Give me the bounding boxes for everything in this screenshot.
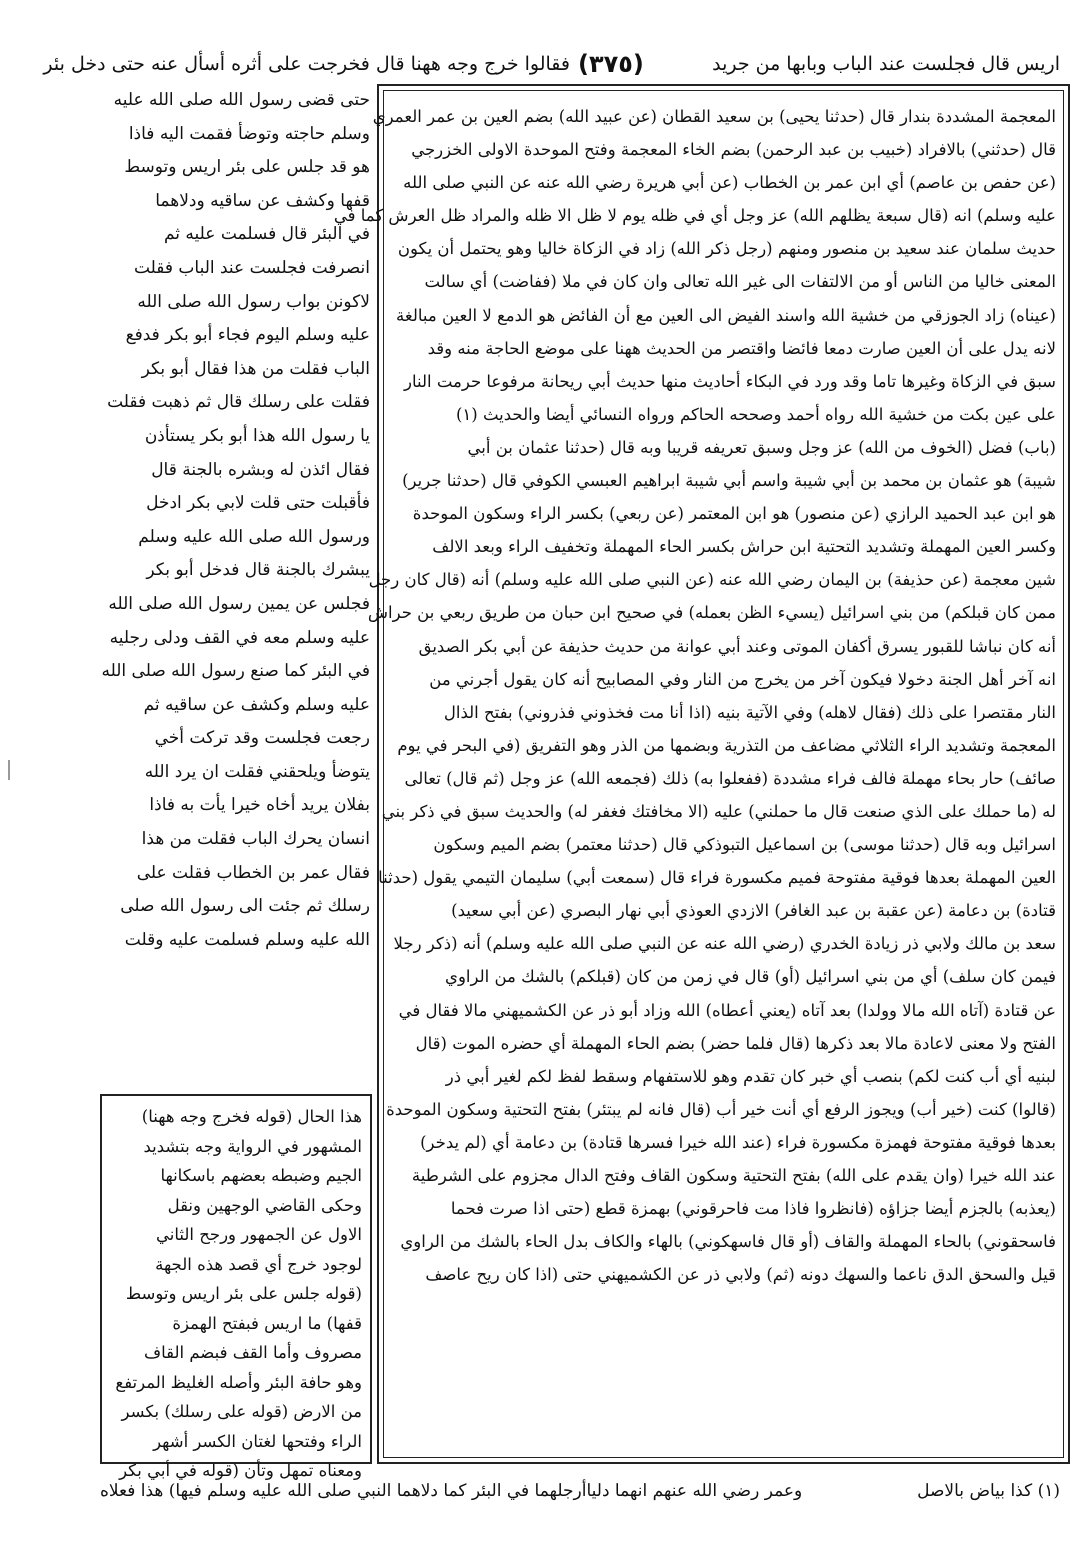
main-text-line: له (ما حملك على الذي صنعت قال ما حملني) عليه (الا مخافتك فغفر له) والحديث سبق في ذكر بني [381,801,1056,821]
main-text-line: هو ابن عبد الحميد الرازي (عن منصور) هو ابن المعتمر (عن ربعي) بكسر الراء وسكون الموحدة [412,504,1056,524]
main-text-line: (يعذبه) بالجزم أيضا جزاؤه (فانظروا فاذا مت فاحرقوني) بهمزة قطع (حتى اذا صرت فحما [450,1199,1056,1219]
side-text-line: في البئر قال فسلمت عليه ثم [163,224,370,245]
side-note-line: هذا الحال (قوله فخرج وجه ههنا) [141,1107,362,1126]
side-text-line: في البئر كما صنع رسول الله صلى الله [101,661,370,682]
side-text-line: فجلس عن يمين رسول الله صلى الله [108,593,370,614]
side-text-line: ورسول الله صلى الله عليه وسلم [138,526,370,547]
main-text-line: (باب) فضل (الخوف من الله) عز وجل وسبق تعريفه قريبا وبه قال (حدثنا عثمان بن أبي [467,437,1056,457]
side-notes-text [110,1102,362,1480]
main-text-line: المعجمة وتشديد الراء الثلاثي مضاعف من التذرية وبضمها من الذر وهو التفريق (في البحر في يوم [397,735,1056,755]
page-header [43,40,1060,88]
side-note-line: وحكى القاضي الوجهين ونقل [167,1195,362,1215]
main-text-line: المعجمة المشددة بندار قال (حدثنا يحيى) بن سعيد القطان (عن عبيد الله) بضم العين بن عمر العمري [372,107,1056,126]
side-note-line: الجيم وضبطه بعضهم باسكانها [160,1166,362,1185]
main-text-line: سبق في الزكاة وغيرها تاما وقد ورد في البكاء أحاديث منها حديث أبي ريحانة مرفوعا حرمت النار [403,371,1056,391]
side-notes-box [100,1094,372,1480]
side-note-line: من الارض (قوله على رسلك) بكسر [121,1402,362,1421]
side-note-line: الراء وفتحها لغتان الكسر أشهر [153,1431,362,1451]
side-text-line: انصرفت فجلست عند الباب فقلت [133,257,370,278]
side-text-line: فقال عمر بن الخطاب فقلت على [136,862,370,883]
side-note-line: مصروف وأما القف فبضم القاف [143,1343,362,1362]
side-text-line: هو قد جلس على بئر اريس وتوسط [124,157,370,178]
side-text-line: لاكونن بواب رسول الله صلى الله [137,291,370,312]
side-text-line: رسلك ثم جئت الى رسول الله صلى [120,896,370,917]
side-text-line: يبشرك بالجنة قال فدخل أبو بكر [146,560,370,581]
main-text-line: عليه وسلم) انه (قال سبعة يظلهم الله) عز وجل أي في ظله يوم لا ظل الا ظله والمراد ظل العرش كما في [333,206,1056,226]
main-text-line: لبنيه أي أب كنت لكم) بنصب أي خبر كان تقدم وهو للاستفهام وسقط لفظ لكم لغير أبي ذر [445,1066,1056,1086]
page-number: (٣٧٥) [578,50,644,78]
page-edge-mark [8,760,10,780]
side-note-line: وهو حافة البئر وأصله الغليظ المرتفع [115,1372,362,1392]
main-commentary-box [333,84,1070,1464]
main-text-line: النار مقتصرا على ذلك (فقال لاهله) وفي الآتية بنيه (اذا أنا مت فخذوني فذروني) بفتح الذال [443,702,1056,722]
side-text-line: وسلم حاجته وتوضأ فقمت اليه فاذا [128,123,370,144]
main-text-line: عند الله خيرا (وان يقدم على الله) بفتح التحتية وسكون القاف وفتح الدال مجزوم على الشرطية [411,1166,1056,1185]
side-text-line: الله عليه وسلم فسلمت عليه وقلت [124,929,370,950]
side-hadith-text [100,84,370,1094]
main-text-line: حديث سلمان عند سعيد بن منصور ومنهم (رجل ذكر الله) زاد في الزكاة خاليا وهو يحتمل أن يكون [397,239,1056,259]
side-text-line: الباب فقلت من هذا فقال أبو بكر [141,358,370,379]
main-text-line: شيبة) هو عثمان بن محمد بن أبي شيبة واسم أبي شيبة ابراهيم العبسي الكوفي قال (حدثنا جرير) [402,471,1056,491]
main-text-line: اسرائيل وبه قال (حدثنا موسى) بن اسماعيل التبوذكي قال (حدثنا معتمر) بضم الميم وسكون [433,835,1056,855]
side-note-line: المشهور في الرواية وجه بتشديد [143,1136,362,1156]
main-text-line: انه آخر أهل الجنة دخولا فيكون آخر من يخرج من النار وفي المصابيح أنه كان يقول أجرني من [429,669,1056,689]
side-text-line: انسان يحرك الباب فقلت من هذا [141,829,370,850]
main-text-line: صائف) حار بحاء مهملة فالف فراء مشددة (ففعلوا به) ذلك (فجمعه الله) عز وجل (ثم قال) تعالى [404,768,1056,788]
side-text-line: فقلت على رسلك قال ثم ذهبت فقلت [107,392,370,413]
side-note-line: قفها) ما اريس فبفتح الهمزة [172,1313,362,1333]
footnote-text: (١) كذا بياض بالاصل [917,1481,1060,1501]
header-left-text: فقالوا خرج وجه ههنا قال فخرجت على أثره أسأل عنه حتى دخل بئر [43,53,570,75]
side-text-line: رجعت فجلست وقد تركت أخي [154,728,370,749]
main-text-line: المعنى خاليا من الناس أو من الالتفات الى غير الله تعالى وان كان في ملا (ففاضت) أي سالت [424,272,1056,292]
main-text-line: قال (حدثني) بالافراد (خبيب بن عبد الرحمن) بضم الخاء المعجمة وفتح الموحدة الاولى الخزرجي [411,140,1056,160]
main-commentary-text [333,100,1056,1450]
side-text-line: قفها وكشف عن ساقيه ودلاهما [155,190,370,211]
main-text-line: لانه يدل على أن العين صارت دمعا فائضا واقتصر من الحديث ههنا على موضع الحاجة منه وقد [427,338,1056,358]
main-text-line: بعدها فوقية مفتوحة فهمزة مكسورة فراء (عند الله خيرا فسرها قتادة) بن دعامة أي (لم يدخر) [420,1132,1056,1152]
footer-continuation-text: وعمر رضي الله عنهم انهما دلياأرجلهما في البئر كما دلاهما النبي صلى الله عليه وسلم فيها) هذا فعلاه [100,1481,803,1501]
main-text-line: فيمن كان سلف) أي من بني اسرائيل (أو) قال في زمن من كان (قبلكم) بالشك من الراوي [445,967,1056,987]
main-text-line: أنه كان نباشا للقبور يسرق أكفان الموتى وعند أبي عوانة من حديث حذيفة عن أبي بكر الصديق [418,636,1056,656]
header-right-text: اريس قال فجلست عند الباب وبابها من جريد [712,53,1060,75]
side-text-line: عليه وسلم اليوم فجاء أبو بكر فدفع [125,325,370,346]
main-text-line: سعد بن مالك ولابي ذر زيادة الخدري (رضي الله عنه عن النبي صلى الله عليه وسلم) أنه (ذكر رجلا [393,934,1056,954]
main-text-line: (عيناه) زاد الجوزقي من خشية الله واسند الفيض الى العين مع أن الفائض هو الدمع لا العين مبالغة [396,305,1056,325]
side-text-line: حتى قضى رسول الله صلى الله عليه [113,90,370,110]
side-text-line: عليه وسلم معه في القف ودلى رجليه [109,627,370,648]
side-text-line: فقال ائذن له وبشره بالجنة قال [151,459,370,480]
main-text-line: قتادة) بن دعامة (عن عقبة بن عبد الغافر) الازدي العوذي أبي نهار البصري (عن أبي سعيد) [451,901,1056,921]
page-footer [100,1474,1060,1508]
main-text-line: فاسحقوني) بالحاء المهملة والقاف (أو قال فاسهكوني) بالهاء والكاف بدل الحاء بالشك من الراوي [400,1232,1056,1252]
side-text-line: فأقبلت حتى قلت لابي بكر ادخل [146,493,370,514]
main-text-line: قيل والسحق الدق ناعما والسهك دونه (ثم) ولابي ذر عن الكشميهني حتى (اذا كان ريح عاصف [425,1265,1056,1285]
side-note-line: (قوله جلس على بئر اريس وتوسط [125,1284,362,1303]
main-text-line: العين المهملة بعدها فوقية مفتوحة فميم مكسورة فراء قال (سمعت أبي) سليمان التيمي يقول (حدثنا [378,868,1056,888]
main-text-line: ممن كان قبلكم) من بني اسرائيل (يسيء الظن بعمله) في صحيح ابن حبان من طريق ربعي بن حراش [367,603,1056,623]
main-text-line: الفتح ولا معنى لاعادة مالا بعد ذكرها (قال فلما حضر) بضم الحاء المهملة أي حضره الموت (قال [415,1033,1056,1053]
side-text-line: يا رسول الله هذا أبو بكر يستأذن [144,425,370,446]
side-text-line: عليه وسلم وكشف عن ساقيه ثم [143,694,370,715]
side-note-line: ومعناه تمهل وتأن (قوله في أبي بكر [119,1461,362,1480]
side-text-line: بفلان يريد أخاه خيرا يأت به فاذا [149,795,370,816]
main-text-line: على عين بكت من خشية الله رواه أحمد وصححه الحاكم ورواه النسائي أيضا والحديث (١) [455,404,1056,424]
main-text-line: عن قتادة (آتاه الله مالا وولدا) بعد آتاه (يعني أعطاه) الله وزاد أبو ذر عن الكشميهني مالا فقال في [398,1000,1056,1020]
side-note-line: لوجود خرج أي قصد هذه الجهة [155,1254,362,1274]
main-text-line: وكسر العين المهملة وتشديد التحتية ابن حراش بكسر الحاء المهملة وتخفيف الراء وبعد الالف [432,537,1056,557]
main-text-line: شين معجمة (عن حذيفة) بن اليمان رضي الله عنه (عن النبي صلى الله عليه وسلم) أنه (قال كان رجل [368,570,1056,590]
side-note-line: الاول عن الجمهور ورجح الثاني [156,1225,362,1244]
main-text-line: (عن حفص بن عاصم) أي ابن عمر بن الخطاب (عن أبي هريرة رضي الله عنه عن النبي صلى الله [403,173,1056,193]
main-text-line: (قالوا) كنت (خير أب) ويجوز الرفع أي أنت خير أب (قال فانه لم يبتئر) بفتح التحتية وسكون الموحدة [386,1099,1056,1119]
side-text-line: يتوضأ ويلحقني فقلت ان يرد الله [144,761,370,782]
